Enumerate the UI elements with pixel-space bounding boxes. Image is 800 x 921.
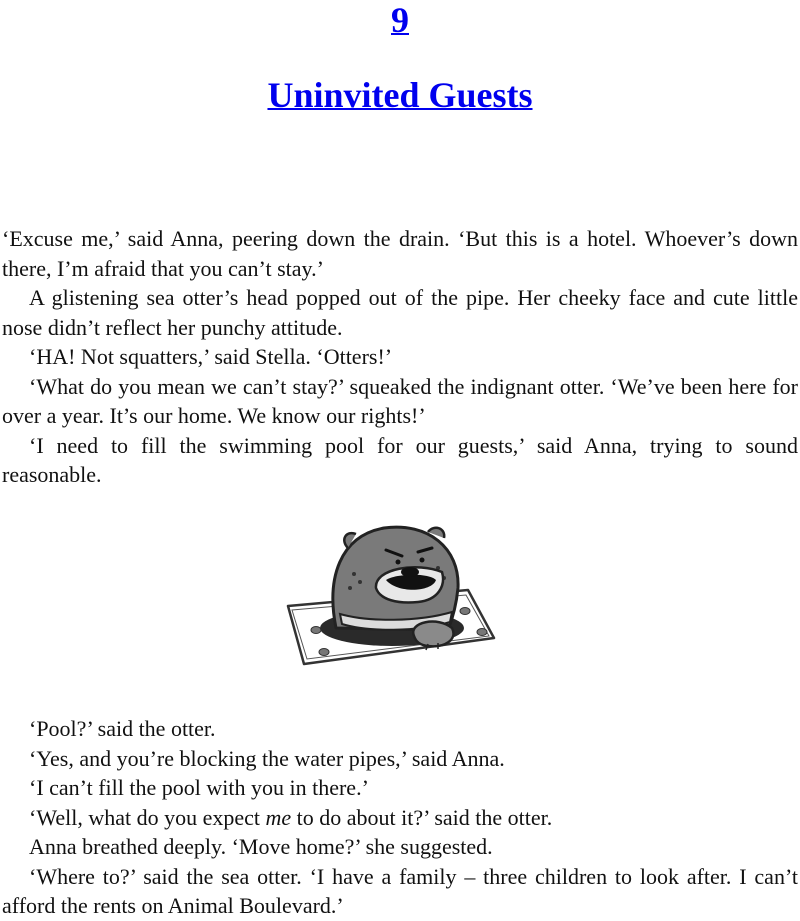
body-text-after-illustration xyxy=(2,714,798,921)
paragraph: ‘What do you mean we can’t stay?’ squeaked the indignant otter. ‘We’ve been here for over a year. It’s our home. We know our rights!’ xyxy=(2,373,798,428)
chapter-number-link[interactable]: 9 xyxy=(391,0,409,40)
paragraph: ‘HA! Not squatters,’ said Stella. ‘Otters!’ xyxy=(29,344,393,369)
emphasized-word: me xyxy=(265,804,292,830)
chapter-number xyxy=(0,0,800,40)
paragraph: ‘Where to?’ said the sea otter. ‘I have a family – three children to look after. I can’t afford the rents on Animal Boulevard.’ xyxy=(2,863,798,918)
paragraph: ‘I need to fill the swimming pool for our guests,’ said Anna, trying to sound reasonable. xyxy=(2,432,798,487)
paragraph: A glistening sea otter’s head popped out of the pipe. Her cheeky face and cute little nose didn’t reflect her punchy attitude. xyxy=(2,285,798,340)
chapter-title xyxy=(0,74,800,116)
paragraph: Anna breathed deeply. ‘Move home?’ she suggested. xyxy=(29,834,493,859)
paragraph: ‘I can’t fill the pool with you in there.’ xyxy=(29,775,369,800)
paragraph-text: to do about it?’ said the otter. xyxy=(291,804,553,830)
paragraph-text: ‘Well, what do you expect xyxy=(29,804,266,830)
paragraph: ‘Excuse me,’ said Anna, peering down the drain. ‘But this is a hotel. Whoever’s down there, I’m afraid that you can’t stay.’ xyxy=(2,226,798,281)
paragraph: ‘Yes, and you’re blocking the water pipes,’ said Anna. xyxy=(29,745,505,771)
body-text-before-illustration xyxy=(2,224,798,490)
otter-in-drain-illustration xyxy=(268,518,530,678)
chapter-title-link[interactable]: Uninvited Guests xyxy=(267,75,533,115)
paragraph-with-emphasis xyxy=(2,803,798,833)
otter-illustration-svg xyxy=(268,518,530,678)
paragraph: ‘Pool?’ said the otter. xyxy=(29,716,216,741)
